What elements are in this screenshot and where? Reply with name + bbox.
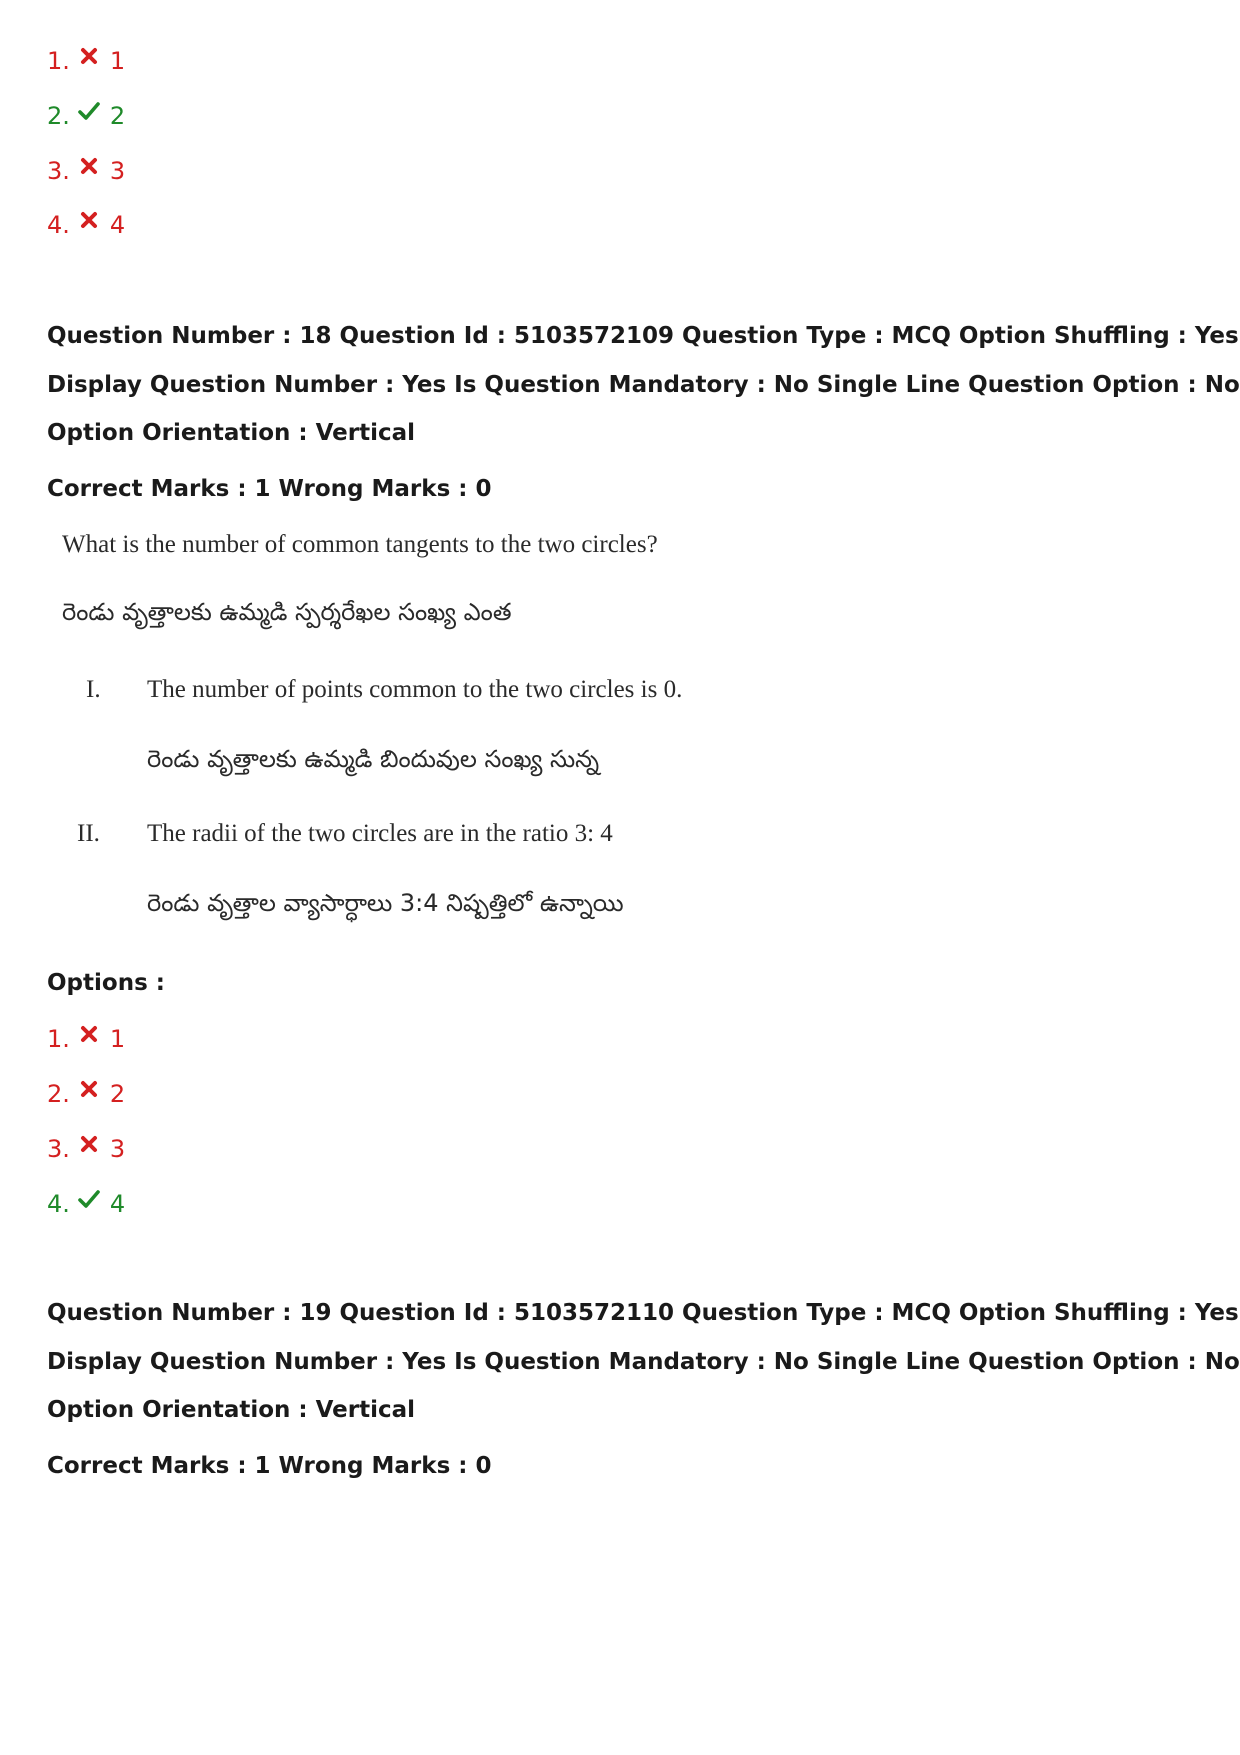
cross-icon (78, 1077, 100, 1099)
q19-meta-line-2: Display Question Number : Yes Is Question Mandatory : No Single Line Question Option : No (47, 1349, 1240, 1375)
q19-meta-line-1: Question Number : 19 Question Id : 5103572110 Question Type : MCQ Option Shuffling : Yes (47, 1300, 1239, 1326)
q18-option-1 (47, 1024, 125, 1054)
cross-icon (78, 1022, 100, 1044)
option-number: 3. (47, 157, 70, 185)
statement-1-telugu: రెండు వృత్తాలకు ఉమ్మడి బిందువుల సంఖ్య సున్న (147, 745, 600, 773)
option-value: 1 (109, 47, 126, 75)
q18-meta-line-3: Option Orientation : Vertical (47, 420, 416, 446)
prev-option-2 (47, 101, 125, 131)
q18-option-4 (47, 1189, 125, 1219)
statement-2-english: The radii of the two circles are in the ratio 3: 4 (147, 820, 613, 847)
option-value: 4 (109, 211, 126, 239)
prev-option-3 (47, 156, 125, 186)
check-icon (78, 99, 100, 121)
option-value: 4 (109, 1190, 126, 1218)
q19-marks: Correct Marks : 1 Wrong Marks : 0 (47, 1453, 492, 1479)
question-text-telugu: రెండు వృత్తాలకు ఉమ్మడి స్పర్శరేఖల సంఖ్య ఎంత (62, 598, 512, 626)
q18-option-3 (47, 1134, 125, 1164)
prev-option-1 (47, 46, 125, 76)
check-icon (78, 1187, 100, 1209)
option-number: 2. (47, 1080, 70, 1108)
statement-2-numeral: II. (77, 820, 100, 847)
option-number: 3. (47, 1135, 70, 1163)
option-number: 1. (47, 1025, 70, 1053)
options-label: Options : (47, 970, 165, 996)
q18-option-2 (47, 1079, 125, 1109)
statement-1-numeral: I. (86, 676, 101, 703)
option-value: 3 (109, 1135, 126, 1163)
option-number: 4. (47, 1190, 70, 1218)
statement-2-telugu: రెండు వృత్తాల వ్యాసార్ధాలు 3:4 నిష్పత్తిలో ఉన్నాయి (147, 889, 624, 917)
option-number: 4. (47, 211, 70, 239)
option-value: 3 (109, 157, 126, 185)
q18-meta-line-1: Question Number : 18 Question Id : 5103572109 Question Type : MCQ Option Shuffling : Yes (47, 323, 1239, 349)
q18-meta-line-2: Display Question Number : Yes Is Question Mandatory : No Single Line Question Option : No (47, 372, 1240, 398)
option-number: 1. (47, 47, 70, 75)
prev-option-4 (47, 210, 125, 240)
cross-icon (78, 154, 100, 176)
option-value: 2 (109, 102, 126, 130)
cross-icon (78, 208, 100, 230)
cross-icon (78, 1132, 100, 1154)
question-text-english: What is the number of common tangents to the two circles? (62, 531, 658, 558)
option-value: 2 (109, 1080, 126, 1108)
option-number: 2. (47, 102, 70, 130)
statement-1-english: The number of points common to the two circles is 0. (147, 676, 683, 703)
q18-marks: Correct Marks : 1 Wrong Marks : 0 (47, 476, 492, 502)
option-value: 1 (109, 1025, 126, 1053)
q19-meta-line-3: Option Orientation : Vertical (47, 1397, 416, 1423)
cross-icon (78, 44, 100, 66)
